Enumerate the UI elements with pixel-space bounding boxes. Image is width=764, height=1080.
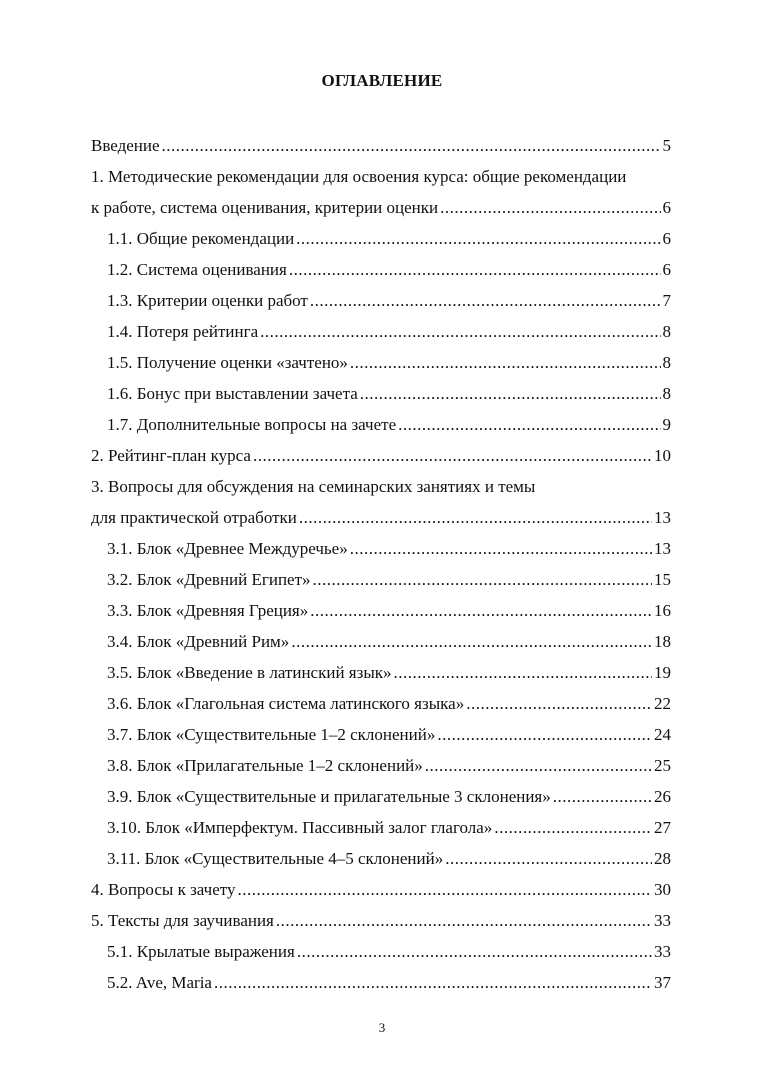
- toc-entry-label: Введение: [91, 136, 160, 155]
- toc-dot-leader: [350, 347, 661, 378]
- toc-entry-label: для практической отработки: [91, 508, 297, 527]
- page-number: 3: [378, 1020, 386, 1035]
- toc-dot-leader: [425, 750, 652, 781]
- toc-entry[interactable]: [91, 936, 671, 967]
- toc-dot-leader: [289, 254, 661, 285]
- toc-entry[interactable]: [91, 905, 671, 936]
- toc-entry-label: 4. Вопросы к зачету: [91, 880, 236, 899]
- toc-entry[interactable]: [91, 192, 671, 223]
- toc-entry[interactable]: [91, 781, 671, 812]
- toc-entry-label: 3.10. Блок «Имперфектум. Пассивный залог глагола»: [107, 818, 493, 837]
- toc-entry-label: к работе, система оценивания, критерии оценки: [91, 198, 439, 217]
- toc-entry-label: 3.2. Блок «Древний Египет»: [107, 570, 311, 589]
- toc-entry-page: 8: [662, 384, 671, 403]
- toc-entry[interactable]: [91, 688, 671, 719]
- toc-entry-page: 25: [654, 756, 671, 775]
- toc-entry-page: 37: [654, 973, 671, 992]
- toc-entry-label: 3.3. Блок «Древняя Греция»: [107, 601, 309, 620]
- toc-dot-leader: [394, 657, 652, 688]
- toc-entry[interactable]: [91, 812, 671, 843]
- toc-entry-page: 15: [654, 570, 671, 589]
- toc-dot-leader: [466, 688, 652, 719]
- toc-entry[interactable]: [91, 626, 671, 657]
- toc-entry[interactable]: [91, 967, 671, 998]
- toc-entry-page: 5: [662, 136, 671, 155]
- toc-entry-label: 1. Методические рекомендации для освоения курса: общие рекомендации: [91, 167, 627, 186]
- toc-entry-page: 18: [654, 632, 671, 651]
- toc-entry-page: 27: [654, 818, 671, 837]
- toc-entry-page: 13: [654, 539, 671, 558]
- toc-dot-leader: [297, 936, 652, 967]
- table-of-contents: [91, 130, 671, 998]
- toc-entry[interactable]: [91, 595, 671, 626]
- toc-entry-label: 1.5. Получение оценки «зачтено»: [107, 353, 348, 372]
- toc-entry[interactable]: [91, 533, 671, 564]
- toc-dot-leader: [260, 316, 660, 347]
- toc-entry-page: 28: [654, 849, 671, 868]
- toc-dot-leader: [214, 967, 652, 998]
- toc-entry-page: 19: [654, 663, 671, 682]
- toc-entry[interactable]: [91, 843, 671, 874]
- toc-dot-leader: [398, 409, 660, 440]
- toc-entry[interactable]: [91, 316, 671, 347]
- toc-entry[interactable]: [91, 471, 671, 502]
- toc-dot-leader: [310, 595, 652, 626]
- toc-entry-page: 22: [654, 694, 671, 713]
- toc-entry-page: 6: [662, 198, 671, 217]
- toc-entry[interactable]: [91, 347, 671, 378]
- toc-entry-label: 3.9. Блок «Существительные и прилагательные 3 склонения»: [107, 787, 551, 806]
- toc-entry-label: 3.11. Блок «Существительные 4–5 склонений»: [107, 849, 444, 868]
- toc-entry-label: 3.8. Блок «Прилагательные 1–2 склонений»: [107, 756, 423, 775]
- toc-entry[interactable]: [91, 564, 671, 595]
- toc-entry-page: 30: [654, 880, 671, 899]
- toc-dot-leader: [299, 502, 652, 533]
- toc-entry-label: 1.4. Потеря рейтинга: [107, 322, 259, 341]
- toc-dot-leader: [291, 626, 652, 657]
- toc-dot-leader: [276, 905, 652, 936]
- toc-entry-label: 1.2. Система оценивания: [107, 260, 287, 279]
- toc-dot-leader: [296, 223, 660, 254]
- toc-dot-leader: [253, 440, 652, 471]
- toc-entry-label: 2. Рейтинг-план курса: [91, 446, 251, 465]
- toc-entry[interactable]: [91, 130, 671, 161]
- toc-entry[interactable]: [91, 750, 671, 781]
- toc-entry-page: 9: [662, 415, 671, 434]
- toc-entry[interactable]: [91, 719, 671, 750]
- toc-entry-page: 8: [662, 353, 671, 372]
- toc-entry-label: 5.2. Ave, Maria: [107, 973, 212, 992]
- toc-entry-page: 7: [662, 291, 671, 310]
- toc-dot-leader: [494, 812, 652, 843]
- toc-entry[interactable]: [91, 223, 671, 254]
- toc-entry[interactable]: [91, 874, 671, 905]
- toc-entry-page: 33: [654, 911, 671, 930]
- toc-entry-label: 1.7. Дополнительные вопросы на зачете: [107, 415, 397, 434]
- toc-entry-label: 3.5. Блок «Введение в латинский язык»: [107, 663, 392, 682]
- toc-entry-page: 26: [654, 787, 671, 806]
- toc-entry[interactable]: [91, 409, 671, 440]
- toc-entry-label: 5. Тексты для заучивания: [91, 911, 274, 930]
- toc-dot-leader: [440, 192, 660, 223]
- toc-entry-label: 3.7. Блок «Существительные 1–2 склонений»: [107, 725, 436, 744]
- toc-dot-leader: [445, 843, 652, 874]
- toc-entry-label: 3. Вопросы для обсуждения на семинарских занятиях и темы: [91, 477, 536, 496]
- toc-entry-label: 5.1. Крылатые выражения: [107, 942, 295, 961]
- toc-entry-label: 3.1. Блок «Древнее Междуречье»: [107, 539, 348, 558]
- toc-dot-leader: [162, 130, 661, 161]
- toc-entry-page: 10: [654, 446, 671, 465]
- toc-entry[interactable]: [91, 502, 671, 533]
- toc-entry[interactable]: [91, 440, 671, 471]
- toc-entry-page: 33: [654, 942, 671, 961]
- toc-dot-leader: [310, 285, 661, 316]
- page-title: ОГЛАВЛЕНИЕ: [321, 71, 443, 90]
- toc-entry-page: 8: [662, 322, 671, 341]
- toc-entry-label: 3.6. Блок «Глагольная система латинского языка»: [107, 694, 465, 713]
- toc-entry[interactable]: [91, 657, 671, 688]
- toc-entry-page: 24: [654, 725, 671, 744]
- toc-dot-leader: [313, 564, 652, 595]
- toc-entry[interactable]: [91, 285, 671, 316]
- toc-dot-leader: [360, 378, 661, 409]
- toc-entry-page: 13: [654, 508, 671, 527]
- toc-entry-label: 1.1. Общие рекомендации: [107, 229, 295, 248]
- toc-entry-page: 16: [654, 601, 671, 620]
- toc-dot-leader: [237, 874, 652, 905]
- toc-dot-leader: [437, 719, 652, 750]
- toc-entry-label: 1.6. Бонус при выставлении зачета: [107, 384, 358, 403]
- toc-entry-page: 6: [662, 260, 671, 279]
- toc-dot-leader: [553, 781, 652, 812]
- toc-dot-leader: [350, 533, 652, 564]
- toc-entry[interactable]: [91, 254, 671, 285]
- toc-entry-page: 6: [662, 229, 671, 248]
- toc-entry[interactable]: [91, 161, 671, 192]
- toc-entry-label: 1.3. Критерии оценки работ: [107, 291, 308, 310]
- toc-entry[interactable]: [91, 378, 671, 409]
- toc-entry-label: 3.4. Блок «Древний Рим»: [107, 632, 290, 651]
